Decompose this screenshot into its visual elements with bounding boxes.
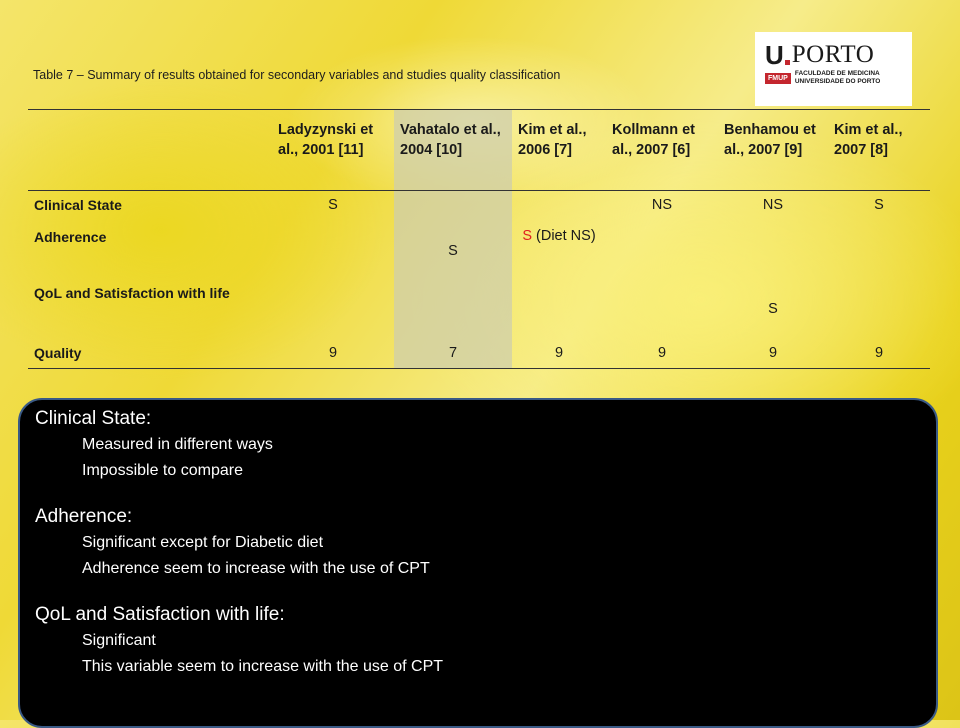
section-item: Significant except for Diabetic diet — [82, 534, 324, 551]
table-cell — [512, 191, 606, 223]
table-row — [28, 223, 930, 279]
table-cell: NS — [651, 197, 673, 213]
table-row — [28, 339, 930, 369]
section-item: This variable seem to increase with the use of CPT — [82, 658, 444, 675]
row-label: Quality — [28, 339, 272, 369]
table-cell: 9 — [512, 339, 606, 369]
logo-u: U — [765, 40, 784, 70]
table-row — [28, 279, 930, 339]
header-ladyzynski: Ladyzynski et al., 2001 [11] — [272, 110, 394, 191]
table-header-row — [28, 110, 930, 191]
section-heading: Adherence: — [35, 506, 133, 527]
summary-panel — [18, 398, 938, 728]
table-cell — [512, 279, 606, 339]
row-label: Clinical State — [34, 197, 122, 213]
section-item: Adherence seem to increase with the use of CPT — [82, 560, 430, 577]
table-cell — [272, 279, 394, 339]
table-cell: NS — [762, 197, 784, 213]
table-cell: S — [874, 197, 884, 213]
table-cell — [606, 279, 718, 339]
row-label: QoL and Satisfaction with life — [34, 284, 230, 301]
table-row — [28, 191, 930, 223]
logo-line-1: FACULDADE DE MEDICINA — [794, 70, 880, 77]
uporto-fmup-logo — [755, 32, 912, 106]
table-cell: 9 — [606, 339, 718, 369]
table-cell: S — [768, 300, 778, 317]
logo-line-2: UNIVERSIDADE DO PORTO — [794, 78, 881, 85]
header-empty — [28, 110, 272, 191]
header-vahatalo: Vahatalo et al., 2004 [10] — [394, 110, 512, 191]
table-cell — [394, 279, 512, 339]
header-kollmann: Kollmann et al., 2007 [6] — [606, 110, 718, 191]
section-heading: QoL and Satisfaction with life: — [35, 604, 285, 625]
table-cell — [272, 223, 394, 279]
table-cell: 7 — [394, 339, 512, 369]
table-cell: S — [328, 197, 338, 213]
results-table — [28, 109, 930, 369]
section-heading: Clinical State: — [35, 408, 152, 429]
table-cell — [828, 223, 930, 279]
table-cell — [606, 223, 718, 279]
logo-dot-icon — [785, 60, 790, 65]
table-caption: Table 7 – Summary of results obtained for secondary variables and studies quality classification — [33, 68, 561, 82]
table-cell — [718, 223, 828, 279]
logo-fmup-badge: FMUP — [765, 73, 791, 84]
section-item: Significant — [82, 632, 156, 649]
table-cell — [828, 279, 930, 339]
row-label: Adherence — [34, 228, 107, 245]
header-benhamou: Benhamou et al., 2007 [9] — [718, 110, 828, 191]
table-cell: S (Diet NS) — [522, 227, 596, 244]
table-cell — [394, 191, 512, 223]
logo-porto: PORTO — [791, 41, 875, 68]
table-cell: 9 — [272, 339, 394, 369]
header-kim-2006: Kim et al., 2006 [7] — [512, 110, 606, 191]
table-cell: 9 — [828, 339, 930, 369]
table-cell: S — [394, 223, 512, 279]
result-s: S — [522, 227, 532, 244]
header-kim-2007: Kim et al., 2007 [8] — [828, 110, 930, 191]
table-cell: 9 — [718, 339, 828, 369]
section-item: Impossible to compare — [82, 462, 243, 479]
section-item: Measured in different ways — [82, 436, 273, 453]
